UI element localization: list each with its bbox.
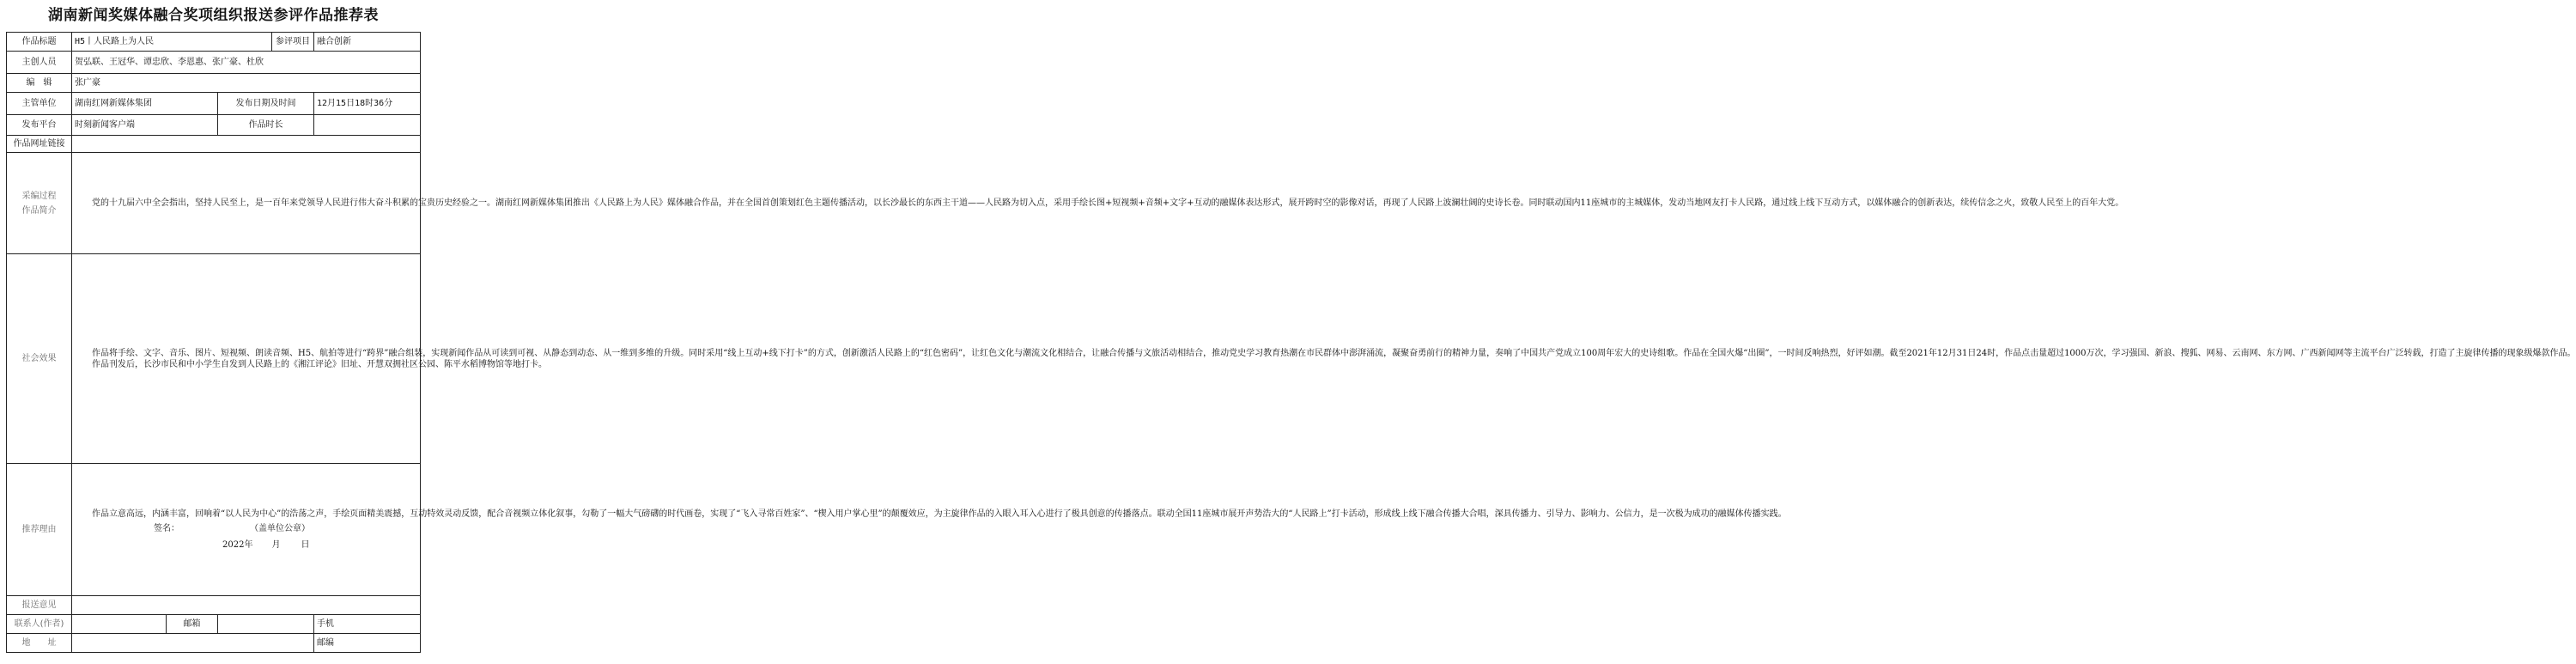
opinion-label: 报送意见: [7, 596, 72, 615]
row-opinion: [7, 596, 421, 615]
platform-value: 时刻新闻客户端: [72, 115, 218, 136]
impact-text-paragraph-1: 作品将手绘、文字、音乐、图片、短视频、朗读音频、H5、航拍等进行“跨界”融合组装，实现新闻作品从可读到可视、从静态到动态、从一维到多维的升级。同时采用“线上互动+线下打卡”的方式，创新激活人民路上的“红色密码”，让红色文化与潮流文化相结合，让融合传播与文旅活动相结合，推动党史学习教育热潮在市民群体中澎湃涌流，凝聚奋勇前行的精神力量，奏响了中国共产党成立100周年宏大的史诗组歌。作品在全国火爆“出圈”，一时间反响热烈，好评如潮。截至2021年12月31日24时，作品点击量超过1000万次，学习强国、新浪、搜狐、网易、云南网、东方网、广西新闻网等主流平台广泛转载，打造了主旋律传播的现象级爆款作品。: [92, 348, 2576, 358]
creators-value: 贺弘联、王冠华、谭忠欣、李恩惠、张广豪、杜欣: [72, 52, 421, 74]
platform-label: 发布平台: [7, 115, 72, 136]
row-impact: [7, 254, 421, 464]
row-summary: [7, 153, 421, 254]
form-title: 湖南新闻奖媒体融合奖项组织报送参评作品推荐表: [48, 7, 379, 24]
editor-label: 编 辑: [7, 74, 72, 93]
opinion-value: [72, 596, 421, 615]
url-label: 作品网址链接: [7, 136, 72, 153]
row-contact: [7, 615, 421, 634]
organizer-label: 主管单位: [7, 93, 72, 115]
date-day: 日: [301, 540, 310, 550]
address-value: [72, 634, 314, 653]
row-url: [7, 136, 421, 153]
row-reason: [7, 464, 421, 596]
summary-label: [7, 153, 72, 254]
summary-text-cell: [72, 153, 2124, 254]
mobile-cell: [314, 615, 421, 634]
work-title-value: H5丨人民路上为人民: [72, 33, 272, 52]
row-work-title: [7, 33, 421, 52]
row-creators: [7, 52, 421, 74]
seal-label: （盖单位公章）: [250, 524, 310, 533]
date-line: [75, 539, 417, 551]
reason-label: 推荐理由: [7, 464, 72, 596]
impact-label: 社会效果: [7, 254, 72, 464]
zip-label: 邮编: [317, 638, 334, 648]
row-platform: [7, 115, 421, 136]
row-editor: [7, 74, 421, 93]
duration-label: 作品时长: [218, 115, 314, 136]
contact-label: 联系人(作者): [7, 615, 72, 634]
impact-text-paragraph-2: 作品刊发后，长沙市民和中小学生自发到人民路上的《湘江评论》旧址、开慧双拥社区公园、陈平水稻博物馆等地打卡。: [92, 359, 547, 369]
signature-label: 签名：: [154, 524, 179, 533]
contact-value: [72, 615, 167, 634]
mobile-label: 手机: [317, 619, 334, 629]
summary-label-line1: 采编过程: [21, 191, 57, 201]
row-organizer: [7, 93, 421, 115]
url-value: [72, 136, 421, 153]
category-label: 参评项目: [272, 33, 314, 52]
organizer-value: 湖南红网新媒体集团: [72, 93, 218, 115]
recommendation-form: [6, 32, 2576, 653]
summary-text: 党的十九届六中全会指出，坚持人民至上，是一百年来党领导人民进行伟大奋斗积累的宝贵历史经验之一。湖南红网新媒体集团推出《人民路上为人民》媒体融合作品，并在全国首创策划红色主题传播活动，以长沙最长的东西主干道——人民路为切入点，采用手绘长图+短视频+音频+文字+互动的融媒体表达形式，展开跨时空的影像对话，再现了人民路上波澜壮阔的史诗长卷。同时联动国内11座城市的主城媒体，发动当地网友打卡人民路，通过线上线下互动方式，以媒体融合的创新表达，续传信念之火，致敬人民至上的百年大党。: [92, 198, 2124, 208]
postcode-value: [218, 615, 314, 634]
address-label: 地 址: [7, 634, 72, 653]
date-month: 月: [271, 540, 281, 550]
summary-label-line2: 作品简介: [21, 205, 57, 216]
postcode-label: 邮箱: [167, 615, 218, 634]
duration-value: [314, 115, 421, 136]
signature-line: [75, 523, 417, 534]
publish-date-label: 发布日期及时间: [218, 93, 314, 115]
date-year: 2022年: [222, 540, 253, 550]
publish-date-value: 12月15日18时36分: [314, 93, 421, 115]
impact-text-cell: [72, 254, 2576, 464]
reason-text-cell: [72, 464, 1787, 596]
work-title-label: 作品标题: [7, 33, 72, 52]
row-address: [7, 634, 421, 653]
creators-label: 主创人员: [7, 52, 72, 74]
category-value: 融合创新: [314, 33, 421, 52]
reason-text: 作品立意高远，内涵丰富，回响着“以人民为中心”的浩荡之声，手绘页面精美震撼，互动特效灵动反馈，配合音视频立体化叙事，勾勒了一幅大气磅礴的时代画卷，实现了“飞入寻常百姓家”、“楔入用户掌心里”的颠覆效应，为主旋律作品的入眼入耳入心进行了极具创意的传播落点。联动全国11座城市展开声势浩大的“人民路上”打卡活动，形成线上线下融合传播大合唱，深具传播力、引导力、影响力、公信力，是一次极为成功的融媒体传播实践。: [92, 509, 1787, 519]
editor-value: 张广豪: [72, 74, 421, 93]
zip-cell: [314, 634, 421, 653]
